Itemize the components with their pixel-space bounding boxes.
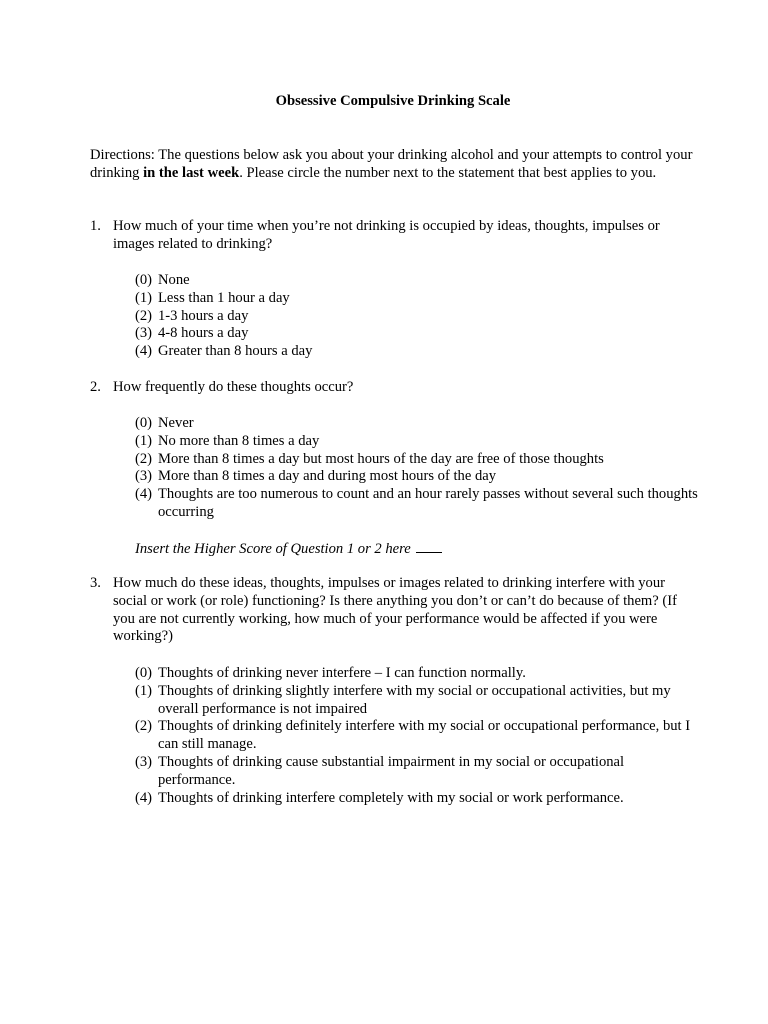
question-number: 2.	[90, 379, 101, 395]
answer-option[interactable]	[135, 325, 700, 343]
score-blank-field[interactable]	[416, 539, 442, 553]
question-3	[90, 575, 700, 646]
directions-text: Directions: The questions below ask you about your drinking alcohol and your attempts to control your drinking	[90, 147, 693, 181]
insert-score-line	[135, 539, 442, 559]
directions-paragraph	[90, 147, 700, 183]
option-number: (2)	[135, 307, 153, 324]
option-text: Never	[158, 415, 194, 431]
option-text: Thoughts of drinking slightly interfere with my social or occupational activities, but my overall performance is not impaired	[158, 682, 671, 717]
answer-option[interactable]	[135, 718, 700, 754]
option-number: (1)	[135, 289, 153, 306]
question-text: How much of your time when you’re not drinking is occupied by ideas, thoughts, impulses or images related to drinking?	[113, 218, 660, 252]
option-number: (3)	[135, 325, 153, 342]
option-number: (4)	[135, 486, 153, 503]
question-text: How much do these ideas, thoughts, impulses or images related to drinking interfere with your social or work (or role) functioning? Is there anything you don’t or can’t do because of them? (If you are not currently working, how much of your performance would be affected if you were working?)	[113, 575, 677, 645]
option-text: Thoughts of drinking interfere completely with my social or work performance.	[158, 789, 624, 806]
option-text: More than 8 times a day but most hours of the day are free of those thoughts	[158, 450, 604, 467]
option-text: 4-8 hours a day	[158, 325, 249, 342]
option-text: Thoughts of drinking definitely interfere with my social or occupational performance, but I can still manage.	[158, 718, 691, 753]
answer-option[interactable]	[135, 486, 700, 522]
directions-emphasis: in the last week	[143, 164, 240, 181]
question-2	[90, 379, 700, 397]
option-number: (0)	[135, 415, 153, 431]
option-text: Less than 1 hour a day	[158, 289, 290, 306]
question-3-options	[135, 665, 700, 807]
option-text: None	[158, 272, 190, 288]
option-text: Greater than 8 hours a day	[158, 343, 313, 360]
insert-score-text: Insert the Higher Score of Question 1 or 2 here	[135, 541, 411, 557]
option-text: Thoughts of drinking never interfere – I can function normally.	[158, 665, 526, 681]
document-title: Obsessive Compulsive Drinking Scale	[275, 93, 511, 109]
answer-option[interactable]	[135, 790, 700, 808]
option-number: (3)	[135, 753, 153, 770]
question-1-options	[135, 272, 700, 361]
option-number: (4)	[135, 343, 153, 360]
question-1	[90, 218, 700, 254]
option-number: (0)	[135, 665, 153, 681]
answer-option[interactable]	[135, 683, 700, 719]
option-number: (4)	[135, 789, 153, 806]
option-text: Thoughts of drinking cause substantial impairment in my social or occupational performance.	[158, 753, 625, 788]
question-number: 1.	[90, 218, 101, 234]
option-text: Thoughts are too numerous to count and an hour rarely passes without several such thoughts occurring	[158, 486, 698, 520]
answer-option[interactable]	[135, 290, 700, 308]
option-number: (0)	[135, 272, 153, 288]
answer-option[interactable]	[135, 451, 700, 469]
option-number: (1)	[135, 432, 153, 449]
directions-text-end: . Please circle the number next to the statement that best applies to you.	[239, 164, 657, 181]
option-text: 1-3 hours a day	[158, 307, 249, 324]
option-number: (2)	[135, 450, 153, 467]
question-2-options	[135, 415, 700, 522]
answer-option[interactable]	[135, 415, 700, 433]
answer-option[interactable]	[135, 754, 700, 790]
option-text: No more than 8 times a day	[158, 432, 320, 449]
answer-option[interactable]	[135, 468, 700, 486]
option-number: (3)	[135, 468, 153, 485]
answer-option[interactable]	[135, 308, 700, 326]
option-text: More than 8 times a day and during most hours of the day	[158, 468, 497, 485]
answer-option[interactable]	[135, 433, 700, 451]
option-number: (2)	[135, 718, 153, 735]
answer-option[interactable]	[135, 343, 700, 361]
question-text: How frequently do these thoughts occur?	[113, 379, 354, 395]
answer-option[interactable]	[135, 272, 700, 290]
option-number: (1)	[135, 682, 153, 699]
answer-option[interactable]	[135, 665, 700, 683]
question-number: 3.	[90, 575, 101, 591]
